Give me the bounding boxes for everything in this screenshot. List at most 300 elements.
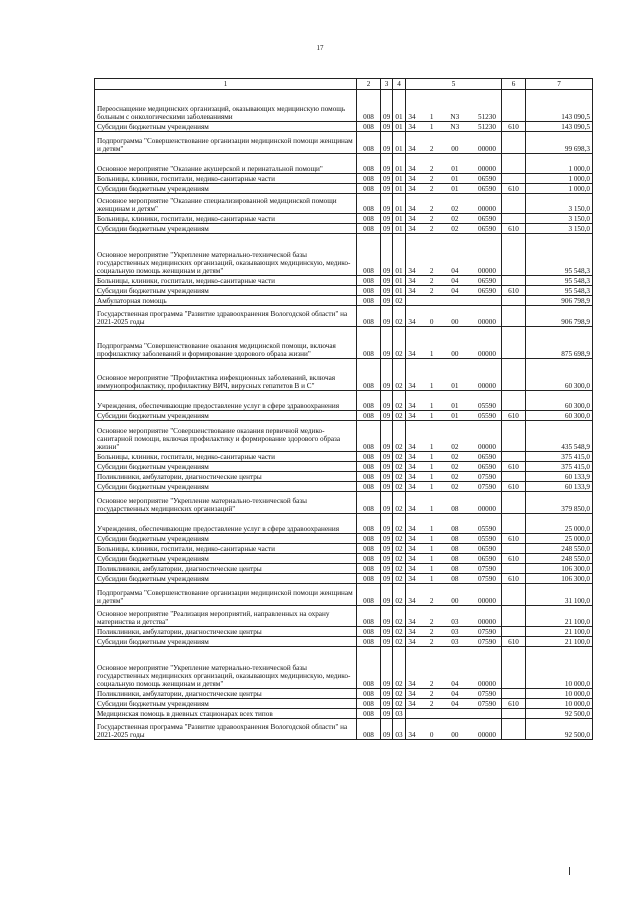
row-name: Поликлиники, амбулатории, диагностические центры	[95, 627, 357, 637]
code-part: 02	[451, 442, 459, 451]
header-row	[95, 79, 593, 90]
code-part: 00	[451, 730, 459, 739]
code-part: 51230	[477, 122, 496, 131]
section-code: 09	[381, 574, 393, 584]
code-part: 07590	[477, 689, 496, 698]
target-article-code	[406, 452, 502, 462]
expense-type-code	[502, 452, 526, 462]
target-article-code	[406, 184, 502, 194]
subsection-code: 03	[393, 709, 406, 719]
amount: 25 000,0	[526, 534, 593, 544]
code-part: 34	[408, 401, 416, 410]
section-code: 09	[381, 286, 393, 296]
amount: 60 133,9	[526, 482, 593, 492]
code-part: 08	[451, 524, 459, 533]
section-code: 09	[381, 689, 393, 699]
target-article-code	[406, 327, 502, 359]
table-row	[95, 296, 593, 306]
code-part: 2	[429, 174, 434, 183]
target-article-code	[406, 709, 502, 719]
code-part: 01	[451, 401, 459, 410]
code-part: 07590	[477, 564, 496, 573]
ministry-code: 008	[357, 276, 381, 286]
subsection-code: 01	[393, 174, 406, 184]
ministry-code: 008	[357, 699, 381, 709]
target-article-code	[406, 154, 502, 174]
amount: 99 698,3	[526, 132, 593, 154]
ministry-code: 008	[357, 574, 381, 584]
code-part: 00000	[477, 164, 496, 173]
expense-type-code	[502, 327, 526, 359]
section-code: 09	[381, 534, 393, 544]
code-part: 06590	[477, 286, 496, 295]
code-part: 34	[408, 442, 416, 451]
amount: 1 000,0	[526, 174, 593, 184]
expense-type-code	[502, 154, 526, 174]
section-code: 09	[381, 554, 393, 564]
code-part: 2	[429, 637, 434, 646]
expense-type-code	[502, 421, 526, 452]
expense-type-code	[502, 296, 526, 306]
section-code: 09	[381, 452, 393, 462]
amount: 1 000,0	[526, 154, 593, 174]
subsection-code: 02	[393, 411, 406, 421]
target-article-code	[406, 234, 502, 276]
table-row	[95, 214, 593, 224]
section-code: 09	[381, 421, 393, 452]
section-code: 09	[381, 90, 393, 122]
code-part: 34	[408, 266, 416, 275]
section-code: 09	[381, 472, 393, 482]
code-part: 34	[408, 286, 416, 295]
table-row	[95, 391, 593, 411]
code-part: 05590	[477, 534, 496, 543]
code-part: 34	[408, 617, 416, 626]
code-part: 04	[451, 276, 459, 285]
table-row	[95, 194, 593, 214]
table-row	[95, 286, 593, 296]
target-article-code	[406, 627, 502, 637]
column-header: 1	[95, 79, 357, 90]
amount: 3 150,0	[526, 194, 593, 214]
column-header: 5	[406, 79, 502, 90]
target-article-code	[406, 472, 502, 482]
section-code: 09	[381, 122, 393, 132]
column-header: 2	[357, 79, 381, 90]
section-code: 09	[381, 296, 393, 306]
subsection-code: 01	[393, 184, 406, 194]
code-part: 01	[451, 164, 459, 173]
ministry-code: 008	[357, 492, 381, 514]
section-code: 09	[381, 564, 393, 574]
code-part: 1	[429, 504, 434, 513]
amount: 435 548,9	[526, 421, 593, 452]
row-name: Поликлиники, амбулатории, диагностические центры	[95, 564, 357, 574]
code-part: 02	[451, 204, 459, 213]
row-name: Государственная программа "Развитие здравоохранения Вологодской области" на 2021-2025 годы	[95, 306, 357, 327]
code-part: 2	[429, 214, 434, 223]
table-row	[95, 699, 593, 709]
table-row	[95, 132, 593, 154]
table-row	[95, 647, 593, 689]
expense-type-code	[502, 514, 526, 534]
target-article-code	[406, 391, 502, 411]
code-part: 02	[451, 462, 459, 471]
code-part: 00000	[477, 266, 496, 275]
section-code: 09	[381, 584, 393, 606]
code-part: 00000	[477, 617, 496, 626]
ministry-code: 008	[357, 391, 381, 411]
table-row	[95, 122, 593, 132]
code-part: 02	[451, 214, 459, 223]
expense-type-code	[502, 472, 526, 482]
amount: 10 000,0	[526, 689, 593, 699]
expense-type-code	[502, 719, 526, 740]
row-name: Учреждения, обеспечивающие предоставление услуг в сфере здравоохранения	[95, 391, 357, 411]
subsection-code: 02	[393, 584, 406, 606]
ministry-code: 008	[357, 306, 381, 327]
amount: 379 850,0	[526, 492, 593, 514]
expense-type-code: 610	[502, 482, 526, 492]
subsection-code: 02	[393, 306, 406, 327]
code-part: 1	[429, 554, 434, 563]
code-part: 03	[451, 627, 459, 636]
code-part: 34	[408, 524, 416, 533]
table-row	[95, 564, 593, 574]
row-name: Основное мероприятие "Оказание акушерской и перинатальной помощи"	[95, 154, 357, 174]
code-part: 34	[408, 381, 416, 390]
row-name: Переоснащение медицинских организаций, оказывающих медицинскую помощь больным с онкологическими заболеваниями	[95, 90, 357, 122]
subsection-code: 01	[393, 154, 406, 174]
ministry-code: 008	[357, 534, 381, 544]
subsection-code: 02	[393, 482, 406, 492]
code-part: 34	[408, 596, 416, 605]
code-part: 00000	[477, 381, 496, 390]
amount: 21 100,0	[526, 637, 593, 647]
code-part: 34	[408, 679, 416, 688]
table-row	[95, 606, 593, 627]
code-part: 34	[408, 627, 416, 636]
target-article-code	[406, 411, 502, 421]
section-code: 09	[381, 719, 393, 740]
code-part: 51230	[477, 112, 496, 121]
code-part: 02	[451, 482, 459, 491]
code-part: 06590	[477, 452, 496, 461]
code-part: 00000	[477, 596, 496, 605]
amount: 906 798,9	[526, 296, 593, 306]
section-code: 09	[381, 391, 393, 411]
code-part: 06590	[477, 184, 496, 193]
section-code: 09	[381, 359, 393, 391]
expense-type-code	[502, 544, 526, 554]
table-row	[95, 90, 593, 122]
target-article-code	[406, 534, 502, 544]
expense-type-code: 610	[502, 462, 526, 472]
table-row	[95, 709, 593, 719]
table-row	[95, 719, 593, 740]
target-article-code	[406, 214, 502, 224]
row-name: Субсидии бюджетным учреждениям	[95, 184, 357, 194]
target-article-code	[406, 359, 502, 391]
subsection-code: 02	[393, 492, 406, 514]
code-part: 34	[408, 554, 416, 563]
expense-type-code: 610	[502, 224, 526, 234]
row-name: Амбулаторная помощь	[95, 296, 357, 306]
ministry-code: 008	[357, 709, 381, 719]
code-part: 00000	[477, 442, 496, 451]
code-part: 06590	[477, 174, 496, 183]
table-row	[95, 472, 593, 482]
code-part: 1	[429, 524, 434, 533]
subsection-code: 02	[393, 462, 406, 472]
section-code: 09	[381, 306, 393, 327]
row-name: Поликлиники, амбулатории, диагностические центры	[95, 472, 357, 482]
subsection-code: 02	[393, 637, 406, 647]
subsection-code: 02	[393, 699, 406, 709]
table-row	[95, 411, 593, 421]
code-part: 04	[451, 679, 459, 688]
expense-type-code: 610	[502, 534, 526, 544]
code-part: 2	[429, 596, 434, 605]
subsection-code: 02	[393, 296, 406, 306]
code-part: 1	[429, 401, 434, 410]
expense-type-code: 610	[502, 637, 526, 647]
code-part: 01	[451, 411, 459, 420]
row-name: Учреждения, обеспечивающие предоставление услуг в сфере здравоохранения	[95, 514, 357, 534]
expense-type-code	[502, 132, 526, 154]
table-row	[95, 534, 593, 544]
code-part: 1	[429, 544, 434, 553]
row-name: Основное мероприятие "Совершенствование оказания первичной медико-санитарной помощи, включая профилактику и формирование здорового образа жизни"	[95, 421, 357, 452]
amount: 375 415,0	[526, 452, 593, 462]
section-code: 09	[381, 627, 393, 637]
code-part: 2	[429, 204, 434, 213]
code-part: 04	[451, 286, 459, 295]
code-part: 2	[429, 689, 434, 698]
subsection-code: 02	[393, 421, 406, 452]
ministry-code: 008	[357, 154, 381, 174]
target-article-code	[406, 584, 502, 606]
code-part: 34	[408, 184, 416, 193]
expense-type-code: 610	[502, 554, 526, 564]
amount: 95 548,3	[526, 234, 593, 276]
code-part: 07590	[477, 482, 496, 491]
subsection-code: 02	[393, 359, 406, 391]
code-part: 08	[451, 534, 459, 543]
code-part: 08	[451, 564, 459, 573]
ministry-code: 008	[357, 286, 381, 296]
code-part: 2	[429, 627, 434, 636]
code-part: 2	[429, 266, 434, 275]
code-part: 01	[451, 174, 459, 183]
amount: 106 300,0	[526, 564, 593, 574]
code-part: 04	[451, 699, 459, 708]
subsection-code: 02	[393, 574, 406, 584]
subsection-code: 01	[393, 214, 406, 224]
subsection-code: 02	[393, 564, 406, 574]
subsection-code: 01	[393, 276, 406, 286]
code-part: 00	[451, 144, 459, 153]
section-code: 09	[381, 132, 393, 154]
subsection-code: 02	[393, 554, 406, 564]
code-part: 02	[451, 224, 459, 233]
margin-mark	[569, 867, 570, 875]
code-part: 34	[408, 144, 416, 153]
section-code: 09	[381, 647, 393, 689]
code-part: 06590	[477, 224, 496, 233]
target-article-code	[406, 637, 502, 647]
amount: 3 150,0	[526, 224, 593, 234]
target-article-code	[406, 132, 502, 154]
code-part: 1	[429, 411, 434, 420]
target-article-code	[406, 90, 502, 122]
table-row	[95, 574, 593, 584]
section-code: 09	[381, 699, 393, 709]
amount: 21 100,0	[526, 606, 593, 627]
target-article-code	[406, 194, 502, 214]
code-part: 00	[451, 596, 459, 605]
ministry-code: 008	[357, 564, 381, 574]
expense-type-code	[502, 306, 526, 327]
code-part: 1	[429, 442, 434, 451]
code-part: 00	[451, 317, 459, 326]
ministry-code: 008	[357, 184, 381, 194]
table-row	[95, 544, 593, 554]
code-part: 34	[408, 544, 416, 553]
row-name: Субсидии бюджетным учреждениям	[95, 574, 357, 584]
subsection-code: 02	[393, 391, 406, 411]
amount: 375 415,0	[526, 462, 593, 472]
column-header: 7	[526, 79, 593, 90]
section-code: 09	[381, 327, 393, 359]
expense-type-code	[502, 194, 526, 214]
target-article-code	[406, 514, 502, 534]
amount: 143 090,5	[526, 90, 593, 122]
code-part: 34	[408, 112, 416, 121]
row-name: Субсидии бюджетным учреждениям	[95, 482, 357, 492]
target-article-code	[406, 719, 502, 740]
page-number: 17	[316, 44, 324, 52]
code-part: 2	[429, 286, 434, 295]
amount: 95 548,3	[526, 286, 593, 296]
code-part: 1	[429, 482, 434, 491]
ministry-code: 008	[357, 482, 381, 492]
amount: 95 548,3	[526, 276, 593, 286]
target-article-code	[406, 606, 502, 627]
expense-type-code: 610	[502, 122, 526, 132]
budget-table	[94, 78, 593, 740]
code-part: 05590	[477, 411, 496, 420]
code-part: 2	[429, 679, 434, 688]
ministry-code: 008	[357, 554, 381, 564]
code-part: 07590	[477, 627, 496, 636]
code-part: 07590	[477, 637, 496, 646]
row-name: Основное мероприятие "Укрепление материально-технической базы государственных медицинских организаций, оказывающих медицинскую, медико-социальную помощь женщинам и детям"	[95, 234, 357, 276]
code-part: 34	[408, 276, 416, 285]
ministry-code: 008	[357, 327, 381, 359]
row-name: Государственная программа "Развитие здравоохранения Вологодской области" на 2021-2025 годы	[95, 719, 357, 740]
column-header: 3	[381, 79, 393, 90]
table-row	[95, 327, 593, 359]
code-part: 1	[429, 349, 434, 358]
ministry-code: 008	[357, 627, 381, 637]
subsection-code: 01	[393, 90, 406, 122]
expense-type-code	[502, 627, 526, 637]
amount: 25 000,0	[526, 514, 593, 534]
code-part: 01	[451, 184, 459, 193]
column-header: 6	[502, 79, 526, 90]
subsection-code: 02	[393, 689, 406, 699]
expense-type-code	[502, 359, 526, 391]
ministry-code: 008	[357, 132, 381, 154]
expense-type-code: 610	[502, 286, 526, 296]
code-part: 2	[429, 276, 434, 285]
target-article-code	[406, 122, 502, 132]
table-row	[95, 514, 593, 534]
row-name: Основное мероприятие "Реализация мероприятий, направленных на охрану материнства и детства"	[95, 606, 357, 627]
table-row	[95, 224, 593, 234]
target-article-code	[406, 699, 502, 709]
amount: 10 000,0	[526, 699, 593, 709]
code-part: 34	[408, 317, 416, 326]
expense-type-code	[502, 492, 526, 514]
ministry-code: 008	[357, 234, 381, 276]
row-name: Субсидии бюджетным учреждениям	[95, 554, 357, 564]
column-header: 4	[393, 79, 406, 90]
code-part: 02	[451, 452, 459, 461]
subsection-code: 01	[393, 122, 406, 132]
code-part: 34	[408, 699, 416, 708]
code-part: 34	[408, 730, 416, 739]
code-part: 06590	[477, 276, 496, 285]
amount: 60 300,0	[526, 411, 593, 421]
subsection-code: 01	[393, 132, 406, 154]
ministry-code: 008	[357, 544, 381, 554]
section-code: 09	[381, 184, 393, 194]
row-name: Субсидии бюджетным учреждениям	[95, 122, 357, 132]
target-article-code	[406, 296, 502, 306]
ministry-code: 008	[357, 452, 381, 462]
code-part: 2	[429, 164, 434, 173]
amount: 106 300,0	[526, 574, 593, 584]
ministry-code: 008	[357, 647, 381, 689]
expense-type-code: 610	[502, 184, 526, 194]
code-part: 04	[451, 689, 459, 698]
code-part: 34	[408, 224, 416, 233]
amount: 248 550,0	[526, 554, 593, 564]
expense-type-code	[502, 709, 526, 719]
target-article-code	[406, 492, 502, 514]
amount: 143 090,5	[526, 122, 593, 132]
code-part: 07590	[477, 574, 496, 583]
subsection-code: 02	[393, 472, 406, 482]
target-article-code	[406, 574, 502, 584]
target-article-code	[406, 689, 502, 699]
table-row	[95, 421, 593, 452]
code-part: 1	[429, 122, 434, 131]
row-name: Больницы, клиники, госпитали, медико-санитарные части	[95, 174, 357, 184]
ministry-code: 008	[357, 296, 381, 306]
target-article-code	[406, 647, 502, 689]
row-name: Подпрограмма "Совершенствование оказания медицинской помощи, включая профилактику заболеваний и формирование здорового образа жизни"	[95, 327, 357, 359]
expense-type-code: 610	[502, 699, 526, 709]
table-row	[95, 637, 593, 647]
ministry-code: 008	[357, 637, 381, 647]
ministry-code: 008	[357, 122, 381, 132]
target-article-code	[406, 174, 502, 184]
code-part: 34	[408, 637, 416, 646]
row-name: Основное мероприятие "Профилактика инфекционных заболеваний, включая иммунопрофилактику, профилактику ВИЧ, вирусных гепатитов В и С"	[95, 359, 357, 391]
